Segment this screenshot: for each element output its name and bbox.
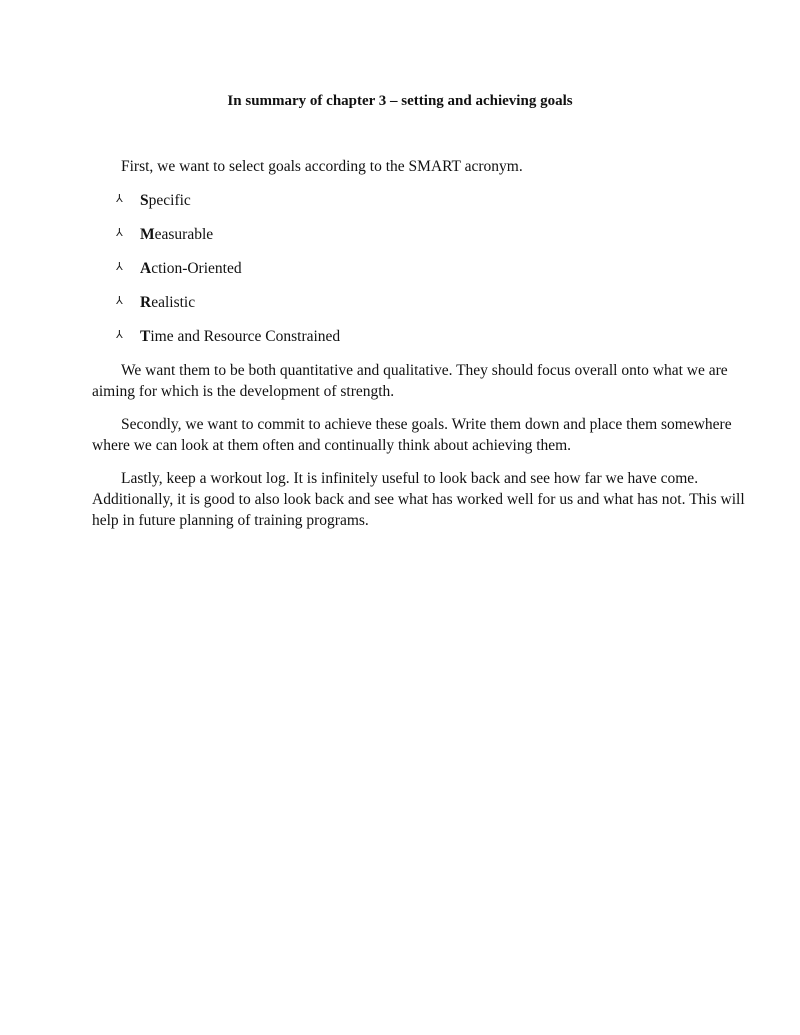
intro-paragraph: First, we want to select goals according to the SMART acronym. [121,158,523,175]
list-item [116,292,340,326]
paragraph-workout-log: Lastly, keep a workout log. It is infinitely useful to look back and see how far we have come. Additionally, it is good to also look back and see what has worked well for us and what has not. This will help in future planning of training programs. [92,470,745,529]
smart-word-rest: ime and Resource Constrained [150,328,341,345]
arrowhead-bullet-icon: ⅄ [116,329,123,341]
smart-letter: T [140,328,151,345]
list-item-text [140,190,191,211]
list-item-text [140,224,213,245]
arrowhead-bullet-icon: ⅄ [116,261,123,273]
list-item-text [140,258,242,279]
list-item [116,326,340,360]
list-item [116,224,340,258]
smart-letter: R [140,294,152,311]
page-title: In summary of chapter 3 – setting and achieving goals [227,93,573,109]
arrowhead-bullet-icon: ⅄ [116,227,123,239]
smart-letter: M [140,226,155,243]
list-item-text [140,326,340,347]
smart-word-rest: ction-Oriented [151,260,242,277]
smart-letter: A [140,260,152,277]
arrowhead-bullet-icon: ⅄ [116,193,123,205]
paragraph-quantitative: We want them to be both quantitative and qualitative. They should focus overall onto what we are aiming for which is the development of strength. [92,362,728,400]
smart-word-rest: pecific [148,192,191,209]
arrowhead-bullet-icon: ⅄ [116,295,123,307]
smart-letter: S [140,192,149,209]
list-item-text [140,292,195,313]
paragraph-commit: Secondly, we want to commit to achieve these goals. Write them down and place them somewhere where we can look at them often and continually think about achieving them. [92,416,732,454]
list-item [116,190,340,224]
smart-word-rest: easurable [154,226,214,243]
smart-word-rest: ealistic [151,294,196,311]
smart-list [116,190,340,360]
list-item [116,258,340,292]
